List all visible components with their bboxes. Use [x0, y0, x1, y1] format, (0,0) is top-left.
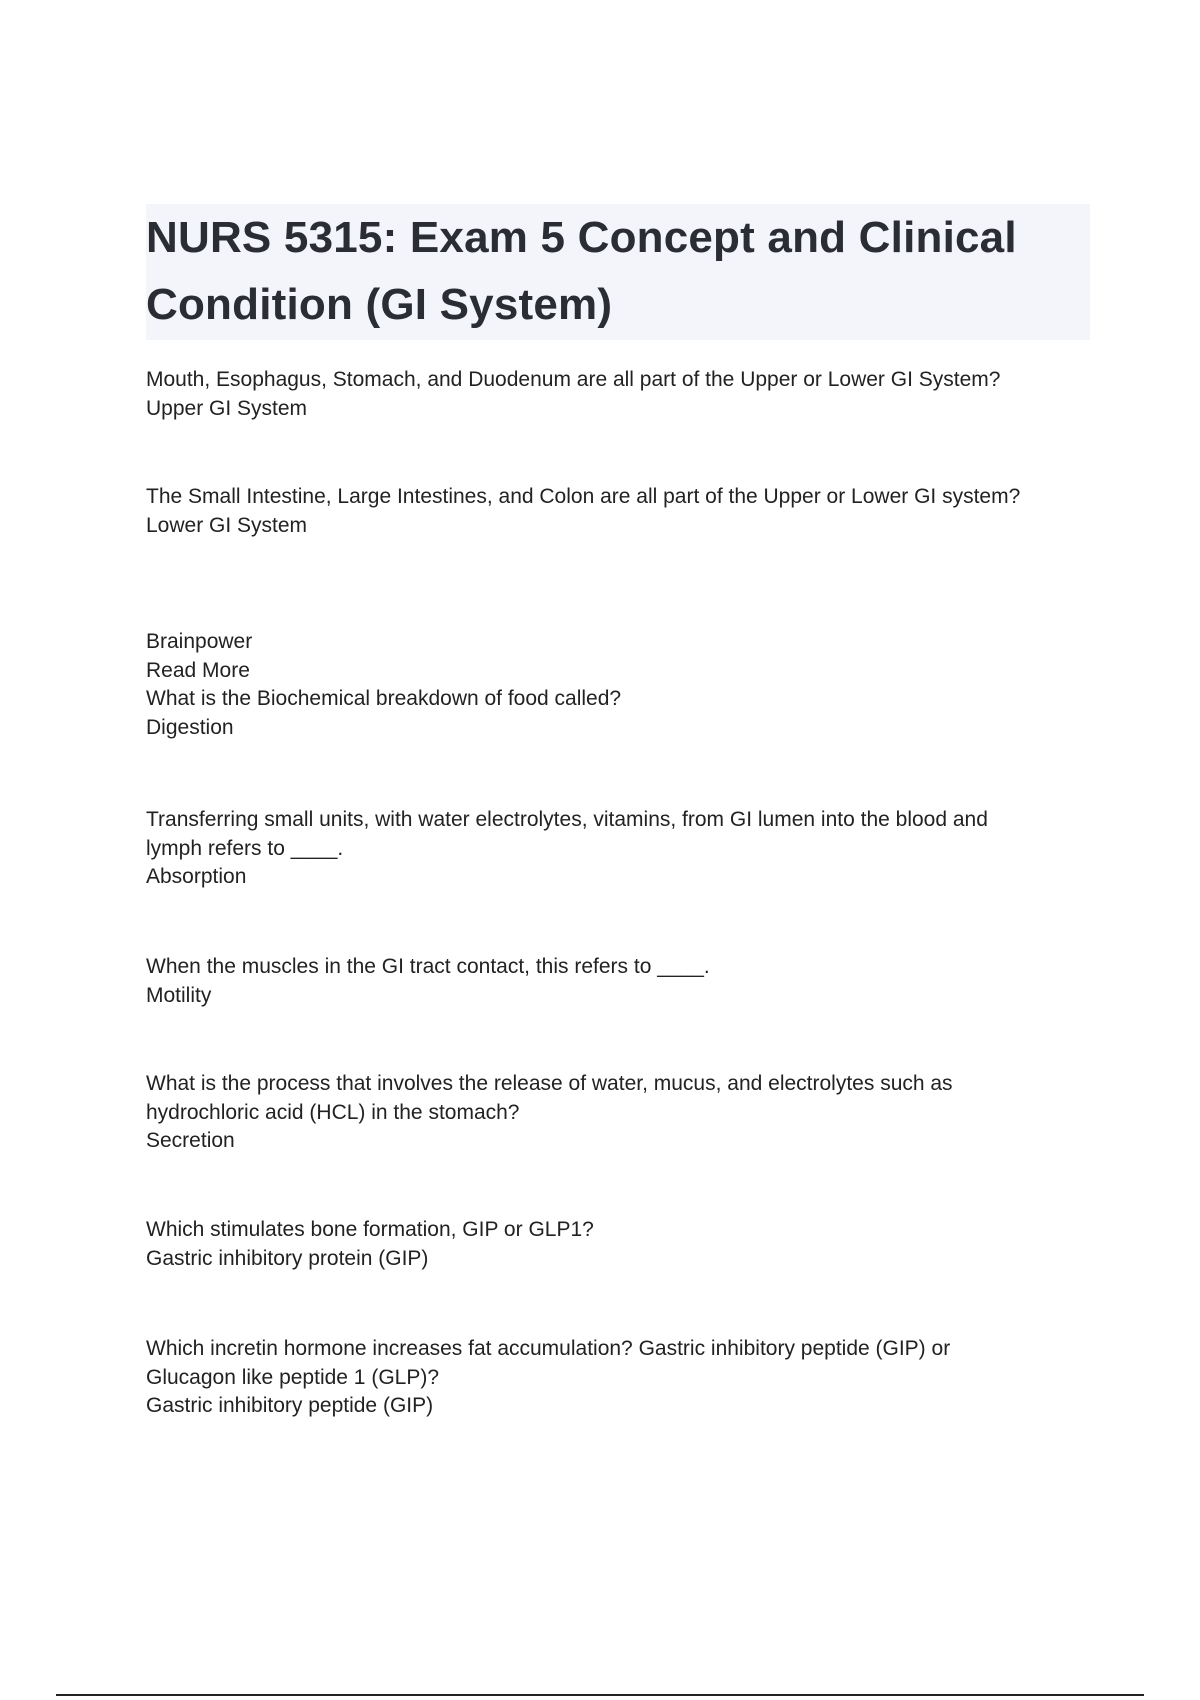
answer-text: Gastric inhibitory protein (GIP)	[146, 1246, 429, 1270]
question-text: Mouth, Esophagus, Stomach, and Duodenum are all part of the Upper or Lower GI System?	[146, 368, 1001, 391]
read-more-link[interactable]: Read More	[146, 658, 250, 682]
qa-block-3	[146, 628, 1086, 742]
question-text: Which stimulates bone formation, GIP or GLP1?	[146, 1218, 594, 1241]
question-text: What is the process that involves the release of water, mucus, and electrolytes such as	[146, 1072, 953, 1095]
answer-text: Lower GI System	[146, 513, 308, 537]
answer-text: Upper GI System	[146, 396, 308, 420]
question-text: Transferring small units, with water electrolytes, vitamins, from GI lumen into the blood and	[146, 808, 988, 831]
answer-text: Secretion	[146, 1129, 235, 1152]
brainpower-label: Brainpower	[146, 630, 253, 653]
title-banner	[146, 204, 1090, 340]
answer-text: Absorption	[146, 865, 247, 888]
question-text: What is the Biochemical breakdown of food called?	[146, 687, 622, 710]
question-text: When the muscles in the GI tract contact, this refers to ____.	[146, 955, 710, 978]
page-title: NURS 5315: Exam 5 Concept and Clinical Condition (GI System)	[146, 213, 1017, 329]
qa-block-8	[146, 1335, 1086, 1421]
question-text: Which incretin hormone increases fat accumulation? Gastric inhibitory peptide (GIP) or	[146, 1337, 951, 1360]
footer-divider	[56, 1694, 1144, 1696]
qa-block-5	[146, 953, 1086, 1010]
qa-block-6	[146, 1070, 1086, 1156]
question-text: The Small Intestine, Large Intestines, and Colon are all part of the Upper or Lower GI system?	[146, 485, 1021, 508]
question-text-continued: lymph refers to ____.	[146, 836, 344, 860]
qa-block-2	[146, 483, 1086, 540]
answer-text: Motility	[146, 983, 212, 1007]
qa-block-7	[146, 1216, 1086, 1273]
qa-block-1	[146, 366, 1086, 423]
question-text-continued: hydrochloric acid (HCL) in the stomach?	[146, 1100, 520, 1124]
question-text-continued: Glucagon like peptide 1 (GLP)?	[146, 1365, 440, 1389]
answer-text: Digestion	[146, 715, 234, 739]
qa-block-4	[146, 806, 1086, 892]
answer-text: Gastric inhibitory peptide (GIP)	[146, 1394, 434, 1417]
